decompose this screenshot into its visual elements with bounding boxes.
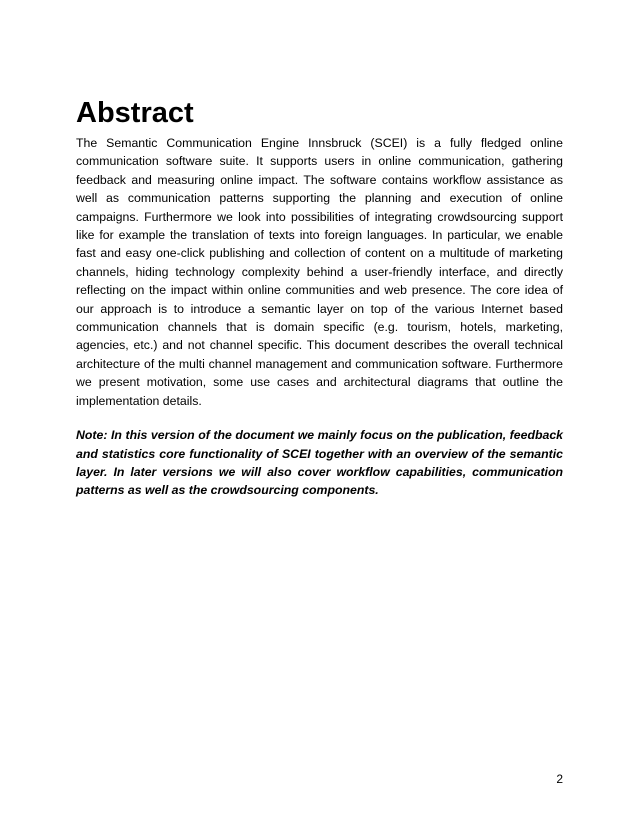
page-number: 2 bbox=[556, 772, 563, 786]
abstract-paragraph: The Semantic Communication Engine Innsbruck (SCEI) is a fully fledged online communication software suite. It supports users in online communication, gathering feedback and measuring online impact. The software contains workflow assistance as well as communication patterns supporting the planning and execution of online campaigns. Furthermore we look into possibilities of integrating crowdsourcing support like for example the translation of texts into foreign languages. In particular, we enable fast and easy one-click publishing and collection of content on a multitude of marketing channels, hiding technology complexity behind a user-friendly interface, and directly reflecting on the impact within online communities and web presence. The core idea of our approach is to introduce a semantic layer on top of the various Internet based communication channels that is domain specific (e.g. tourism, hotels, marketing, agencies, etc.) and not channel specific. This document describes the overall technical architecture of the multi channel management and communication software. Furthermore we present motivation, some use cases and architectural diagrams that outline the implementation details. bbox=[76, 136, 563, 408]
section-heading-abstract: Abstract bbox=[76, 97, 194, 129]
page-content bbox=[76, 96, 563, 500]
note-paragraph: Note: In this version of the document we mainly focus on the publication, feedback and statistics core functionality of SCEI together with an overview of the semantic layer. In later versions we will also cover workflow capabilities, communication patterns as well as the crowdsourcing components. bbox=[76, 428, 563, 498]
